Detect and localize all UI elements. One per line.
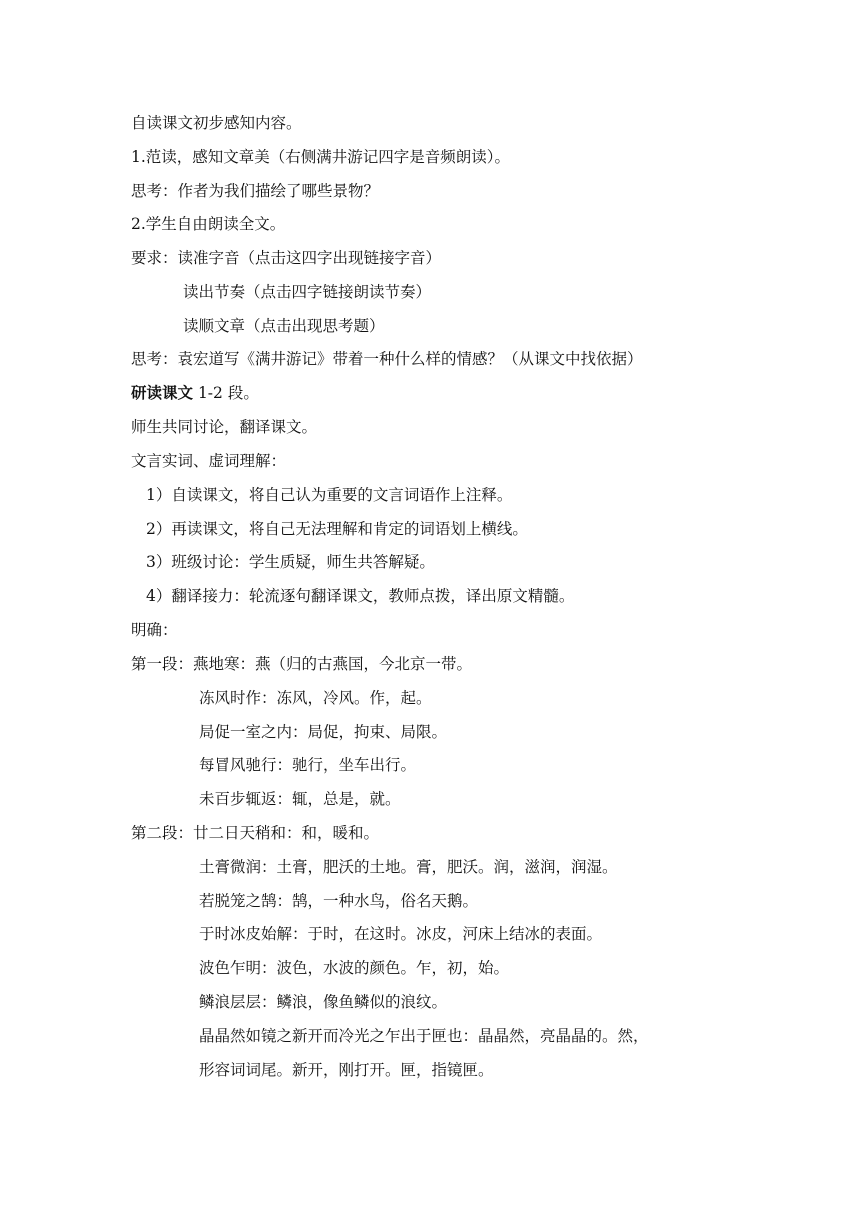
step-2-line: 2.学生自由朗读全文。 — [131, 215, 286, 233]
para-1-line-4: 每冒风驰行：驰行，坐车出行。 — [199, 756, 417, 774]
para-2-line-5: 波色乍明：波色，水波的颜色。乍，初，始。 — [199, 959, 510, 977]
task-4-line: 4）翻译接力：轮流逐句翻译课文，教师点拨，译出原文精髓。 — [146, 587, 575, 605]
section-heading-line — [131, 383, 259, 403]
para-2-line-8: 形容词词尾。新开，刚打开。匣，指镜匣。 — [199, 1061, 494, 1079]
para-2-line-7: 晶晶然如镜之新开而冷光之乍出于匣也：晶晶然，亮晶晶的。然， — [199, 1027, 649, 1045]
step-1-line: 1.范读，感知文章美（右侧满井游记四字是音频朗读）。 — [131, 148, 511, 166]
requirement-rhythm-line: 读出节奏（点击四字链接朗读节奏） — [183, 283, 432, 301]
para-2-line-2: 土膏微润：土膏，肥沃的土地。膏，肥沃。润，滋润，润湿。 — [199, 858, 618, 876]
para-2-line-6: 鳞浪层层：鳞浪，像鱼鳞似的浪纹。 — [199, 993, 448, 1011]
requirement-fluency-line: 读顺文章（点击出现思考题） — [183, 317, 385, 335]
task-1-line: 1）自读课文，将自己认为重要的文言词语作上注释。 — [146, 486, 513, 504]
question-1-line: 思考：作者为我们描绘了哪些景物？ — [131, 182, 380, 200]
para-1-line-1: 第一段：燕地寒：燕（归的古燕国，今北京一带。 — [131, 655, 473, 673]
para-1-line-2: 冻风时作：冻风，冷风。作，起。 — [199, 689, 432, 707]
para-1-line-3: 局促一室之内：局促，拘束、局限。 — [199, 723, 448, 741]
clarify-heading: 明确： — [131, 621, 178, 639]
discussion-line: 师生共同讨论，翻译课文。 — [131, 418, 318, 436]
intro-line: 自读课文初步感知内容。 — [131, 114, 302, 132]
requirement-line: 要求：读准字音（点击这四字出现链接字音） — [131, 249, 442, 267]
question-2-line: 思考：袁宏道写《满井游记》带着一种什么样的情感？（从课文中找依据） — [131, 350, 643, 368]
section-heading-bold: 研读课文 — [131, 383, 194, 402]
para-1-line-5: 未百步辄返：辄，总是，就。 — [199, 790, 401, 808]
para-2-line-1: 第二段：廿二日天稍和：和，暖和。 — [131, 824, 380, 842]
task-2-line: 2）再读课文，将自己无法理解和肯定的词语划上横线。 — [146, 520, 528, 538]
section-heading-rest: 1-2 段。 — [193, 384, 259, 402]
para-2-line-3: 若脱笼之鹄：鹄，一种水鸟，俗名天鹅。 — [199, 892, 479, 910]
para-2-line-4: 于时冰皮始解：于时，在这时。冰皮，河床上结冰的表面。 — [199, 925, 603, 943]
task-3-line: 3）班级讨论：学生质疑，师生共答解疑。 — [146, 553, 435, 571]
vocabulary-heading: 文言实词、虚词理解： — [131, 452, 287, 470]
